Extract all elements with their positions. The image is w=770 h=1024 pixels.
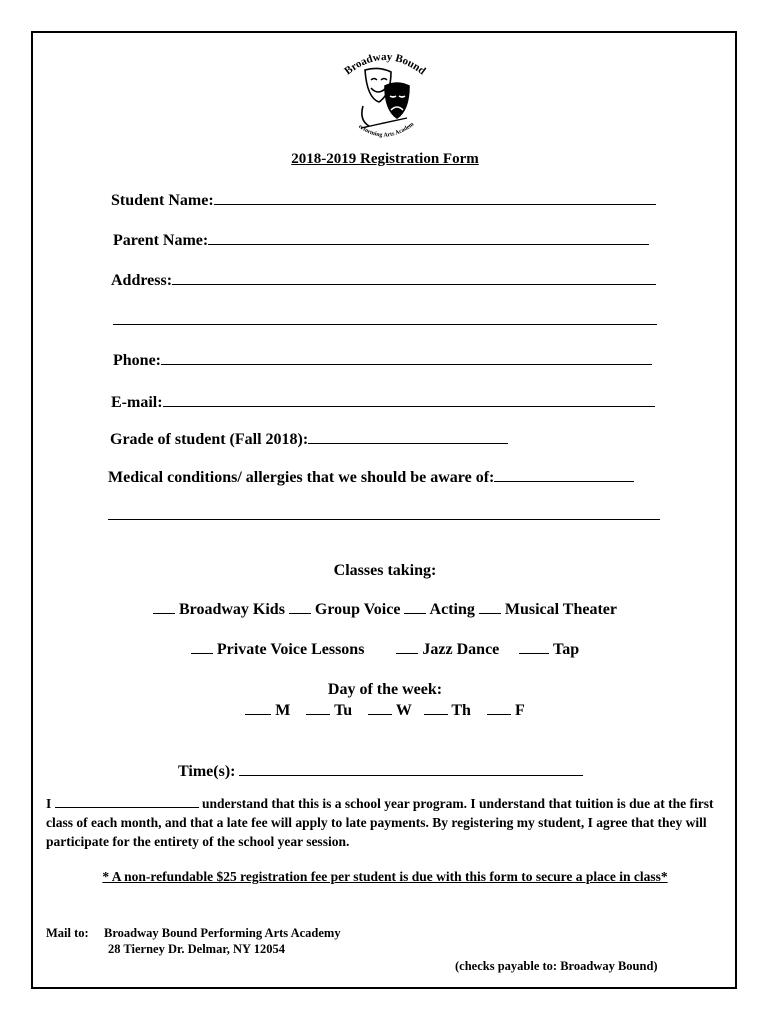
checks-payable-note: (checks payable to: Broadway Bound) xyxy=(455,959,658,973)
classes-row-2 xyxy=(0,639,770,659)
classes-heading: Classes taking: xyxy=(333,562,437,579)
address-label: Address: xyxy=(111,272,173,289)
student-name-line[interactable] xyxy=(214,190,656,205)
group-voice-blank[interactable] xyxy=(289,599,311,614)
agreement-text: understand that this is a school year program. I understand that tuition is due at the first class of each month, and that a late fee will apply to late payments. By registering my student, I agree that they will participate for the entirety of the school year session. xyxy=(46,796,714,849)
monday-blank[interactable] xyxy=(245,700,271,715)
phone-label: Phone: xyxy=(113,352,161,369)
svg-text:Performing Arts Academy: erforming Arts Academ xyxy=(357,121,416,139)
svg-text:Broadway Bound: Broadway Bound xyxy=(342,50,428,78)
student-name-label: Student Name: xyxy=(111,192,214,209)
mail-address-line2: 28 Tierney Dr. Delmar, NY 12054 xyxy=(108,942,285,956)
address-line-2[interactable] xyxy=(113,310,657,330)
address-line[interactable] xyxy=(172,270,656,285)
class-broadway-kids: Broadway Kids xyxy=(178,601,285,618)
friday-blank[interactable] xyxy=(487,700,511,715)
mail-address-line1: Broadway Bound Performing Arts Academy xyxy=(104,926,341,940)
medical-field[interactable] xyxy=(108,467,634,487)
tap-blank[interactable] xyxy=(519,639,549,654)
form-title: 2018-2019 Registration Form xyxy=(291,151,479,167)
day-w: W xyxy=(395,702,412,719)
agreement-paragraph xyxy=(46,794,728,851)
times-label: Time(s): xyxy=(178,763,236,780)
classes-row-1 xyxy=(0,599,770,619)
day-th: Th xyxy=(451,702,471,719)
tuesday-blank[interactable] xyxy=(306,700,330,715)
musical-theater-blank[interactable] xyxy=(479,599,501,614)
grade-field[interactable] xyxy=(110,429,508,449)
times-line[interactable] xyxy=(239,761,583,776)
medical-label: Medical conditions/ allergies that we should be aware of: xyxy=(108,469,495,486)
class-jazz-dance: Jazz Dance xyxy=(422,641,500,658)
times-field[interactable] xyxy=(178,761,583,781)
grade-line[interactable] xyxy=(308,429,508,444)
class-tap: Tap xyxy=(553,641,580,658)
student-name-field[interactable] xyxy=(111,190,656,210)
day-m: M xyxy=(275,702,291,719)
parent-name-label: Parent Name: xyxy=(113,232,209,249)
class-acting: Acting xyxy=(429,601,475,618)
theater-masks-icon xyxy=(335,44,435,152)
phone-line[interactable] xyxy=(161,350,652,365)
agreement-start: I xyxy=(46,796,52,811)
thursday-blank[interactable] xyxy=(424,700,448,715)
class-private-voice: Private Voice Lessons xyxy=(216,641,365,658)
days-heading: Day of the week: xyxy=(327,681,443,698)
grade-label: Grade of student (Fall 2018): xyxy=(110,431,309,448)
email-line[interactable] xyxy=(163,392,655,407)
jazz-dance-blank[interactable] xyxy=(396,639,418,654)
email-field[interactable] xyxy=(111,392,655,412)
broadway-bound-logo xyxy=(335,44,435,152)
mail-to-label: Mail to: xyxy=(46,926,89,940)
class-group-voice: Group Voice xyxy=(314,601,401,618)
parent-name-line[interactable] xyxy=(208,230,649,245)
medical-line[interactable] xyxy=(494,467,634,482)
day-tu: Tu xyxy=(334,702,353,719)
private-voice-blank[interactable] xyxy=(191,639,213,654)
acting-blank[interactable] xyxy=(404,599,426,614)
parent-name-field[interactable] xyxy=(113,230,649,250)
days-row xyxy=(0,700,770,720)
wednesday-blank[interactable] xyxy=(368,700,392,715)
agreement-name-line[interactable] xyxy=(55,796,199,808)
address-line-2-underline[interactable] xyxy=(113,310,657,325)
medical-line-2[interactable] xyxy=(108,505,660,525)
phone-field[interactable] xyxy=(113,350,652,370)
address-field[interactable] xyxy=(111,270,656,290)
email-label: E-mail: xyxy=(111,394,163,411)
day-f: F xyxy=(514,702,525,719)
broadway-kids-blank[interactable] xyxy=(153,599,175,614)
medical-line-2-underline[interactable] xyxy=(108,505,660,520)
class-musical-theater: Musical Theater xyxy=(504,601,618,618)
registration-fee-notice: * A non-refundable $25 registration fee per student is due with this form to secure a place in class* xyxy=(102,869,668,884)
